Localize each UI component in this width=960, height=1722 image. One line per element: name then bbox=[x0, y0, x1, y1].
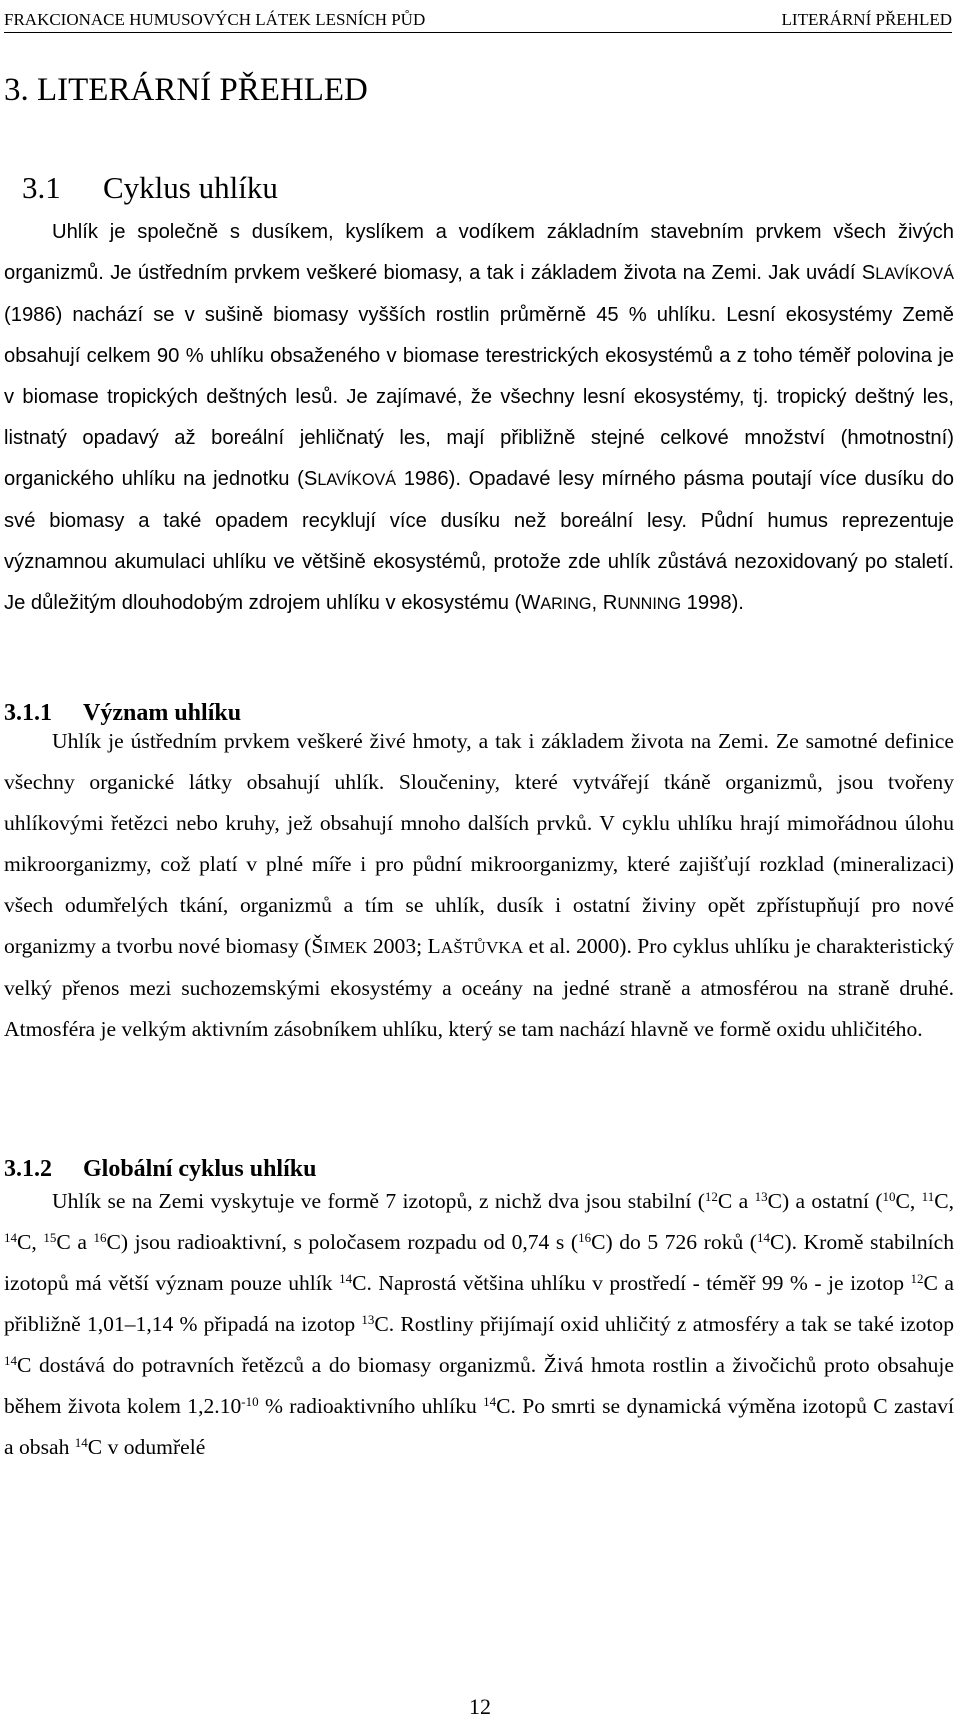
author-name: ŠIMEK bbox=[311, 934, 368, 958]
chapter-heading bbox=[4, 72, 368, 109]
author-name: SLAVÍKOVÁ bbox=[303, 468, 397, 490]
running-header bbox=[4, 2, 952, 33]
text: Uhlík je společně s dusíkem, kyslíkem a vodíkem základním stavebním prvkem všech živých organizmů. Je ústředním prvkem veškeré biomasy, a tak i základem života na Zemi. Jak uvádí bbox=[4, 221, 954, 284]
chapter-title: LITERÁRNÍ PŘEHLED bbox=[37, 72, 368, 108]
author-name: SLAVÍKOVÁ bbox=[861, 262, 954, 284]
paragraph-carbon-cycle: Uhlík je společně s dusíkem, kyslíkem a vodíkem základním stavebním prvkem všech živých organizmů. Je ústředním prvkem veškeré biomasy, a tak i základem života na Zemi. Jak uvádí SLAVÍKOVÁ (1986) nachází se v sušině biomasy vyšších rostlin průměrně 45 % uhlíku. Lesní ekosystémy Země obsahují celkem 90 % uhlíku obsaženého v biomase terestrických ekosystémů a z toho téměř polovina je v biomase tropických deštných lesů. Je zajímavé, že všechny lesní ekosystémy, tj. tropický deštný les, listnatý opadavý až boreální jehličnatý les, mají přibližně stejné celkové množství (hmotnostní) organického uhlíku na jednotku (SLAVÍKOVÁ 1986). Opadavé lesy mírného pásma poutají více dusíku do své biomasy a také opadem recyklují více dusíku než boreální lesy. Půdní humus reprezentuje významnou akumulaci uhlíku ve většině ekosystémů, protože zde uhlík zůstává nezoxidovaný po staletí. Je důležitým dlouhodobým zdrojem uhlíku v ekosystému (WARING, RUNNING 1998). bbox=[4, 221, 954, 614]
author-name: RUNNING bbox=[602, 592, 682, 614]
subsection-heading-global-cycle bbox=[4, 1156, 316, 1183]
text: Uhlík je ústředním prvkem veškeré živé hmoty, a tak i základem života na Zemi. Ze samotné definice všechny organické látky obsahují uhlík. Sloučeniny, které vytvářejí tkáně organizmů, jsou tvořeny uhlíkovými řetězci nebo kruhy, jež obsahují mnoho dalších prvků. V cyklu uhlíku hrají mimořádnou úlohu mikroorganizmy, což platí v plné míře i pro půdní mikroorganizmy, které zajišťují rozklad (mineralizaci) všech odumřelých tkání, organizmů a tím se uhlík, dusík i ostatní živiny opět zpřístupňují pro nové organizmy a tvorbu nové biomasy ( bbox=[4, 729, 954, 958]
subsection-number: 3.1.1 bbox=[4, 700, 52, 726]
section-title: Cyklus uhlíku bbox=[103, 170, 278, 205]
paragraph-carbon-significance: Uhlík je ústředním prvkem veškeré živé hmoty, a tak i základem života na Zemi. Ze samotné definice všechny organické látky obsahují uhlík. Sloučeniny, které vytvářejí tkáně organizmů, jsou tvořeny uhlíkovými řetězci nebo kruhy, jež obsahují mnoho dalších prvků. V cyklu uhlíku hrají mimořádnou úlohu mikroorganizmy, což platí v plné míře i pro půdní mikroorganizmy, které zajišťují rozklad (mineralizaci) všech odumřelých tkání, organizmů a tím se uhlík, dusík i ostatní živiny opět zpřístupňují pro nové organizmy a tvorbu nové biomasy (ŠIMEK 2003; LAŠTŮVKA et al. 2000). Pro cyklus uhlíku je charakteristický velký přenos mezi suchozemskými ekosystémy a oceány na jedné straně a atmosférou na straně druhé. Atmosféra je velkým aktivním zásobníkem uhlíku, který se tam nachází hlavně ve formě oxidu uhličitého. bbox=[4, 729, 955, 1041]
text: (1986) nachází se v sušině biomasy vyšších rostlin průměrně 45 % uhlíku. Lesní ekosystémy Země obsahují celkem 90 % uhlíku obsaženého v biomase terestrických ekosystémů a z toho téměř polovina je v biomase tropických deštných lesů. Je zajímavé, že všechny lesní ekosystémy, tj. tropický deštný les, listnatý opadavý až boreální jehličnatý les, mají přibližně stejné celkové množství (hmotnostní) organického uhlíku na jednotku ( bbox=[4, 304, 954, 490]
header-right: LITERÁRNÍ PŘEHLED bbox=[781, 10, 952, 29]
subsection-number: 3.1.2 bbox=[4, 1156, 52, 1182]
section-number: 3.1 bbox=[22, 170, 61, 205]
author-name: LAŠTŮVKA bbox=[427, 934, 524, 958]
header-left: FRAKCIONACE HUMUSOVÝCH LÁTEK LESNÍCH PŮD bbox=[4, 10, 426, 29]
author-name: WARING bbox=[521, 592, 592, 614]
page-number: 12 bbox=[469, 1694, 491, 1719]
text: 1986). Opadavé lesy mírného pásma poutají více dusíku do své biomasy a také opadem recyklují více dusíku než boreální lesy. Půdní humus reprezentuje významnou akumulaci uhlíku ve většině ekosystémů, protože zde uhlík zůstává nezoxidovaný po staletí. Je důležitým dlouhodobým zdrojem uhlíku v ekosystému ( bbox=[4, 468, 954, 614]
paragraph-global-carbon-cycle: Uhlík se na Zemi vyskytuje ve formě 7 izotopů, z nichž dva jsou stabilní ($^{12}$C a $^{13}$C) a ostatní ($^{10}$C, $^{11}$C, $^{14}$C, $^{15}$C a $^{16}$C) jsou radioaktivní, s poločasem rozpadu od 0,74 s ($^{16}$C) do 5 726 roků ($^{14}$C). Kromě stabilních izotopů má větší význam pouze uhlík $^{14}$C. Naprostá většina uhlíku v prostředí - téměř 99 % - je izotop $^{12}$C a přibližně 1,01–1,14 % připadá na izotop $^{13}$C. Rostliny přijímají oxid uhličitý z atmosféry a tak se také izotop $^{14}$C dostává do potravních řetězců a do biomasy organizmů. Živá hmota rostlin a živočichů proto obsahuje během života kolem $1,2.10^{-10}$ % radioaktivního uhlíku $^{14}$C. Po smrti se dynamická výměna izotopů C zastaví a obsah $^{14}$C v odumřelé bbox=[4, 1188, 955, 1459]
text: et al. 2000). Pro cyklus uhlíku je charakteristický velký přenos mezi suchozemskými ekosystémy a oceány na jedné straně a atmosférou na straně druhé. Atmosféra je velkým aktivním zásobníkem uhlíku, který se tam nachází hlavně ve formě oxidu uhličitého. bbox=[4, 934, 955, 1041]
section-heading bbox=[22, 170, 278, 206]
chapter-number: 3. bbox=[4, 72, 29, 108]
subsection-title: Globální cyklus uhlíku bbox=[83, 1156, 317, 1182]
subsection-title: Význam uhlíku bbox=[83, 700, 242, 726]
